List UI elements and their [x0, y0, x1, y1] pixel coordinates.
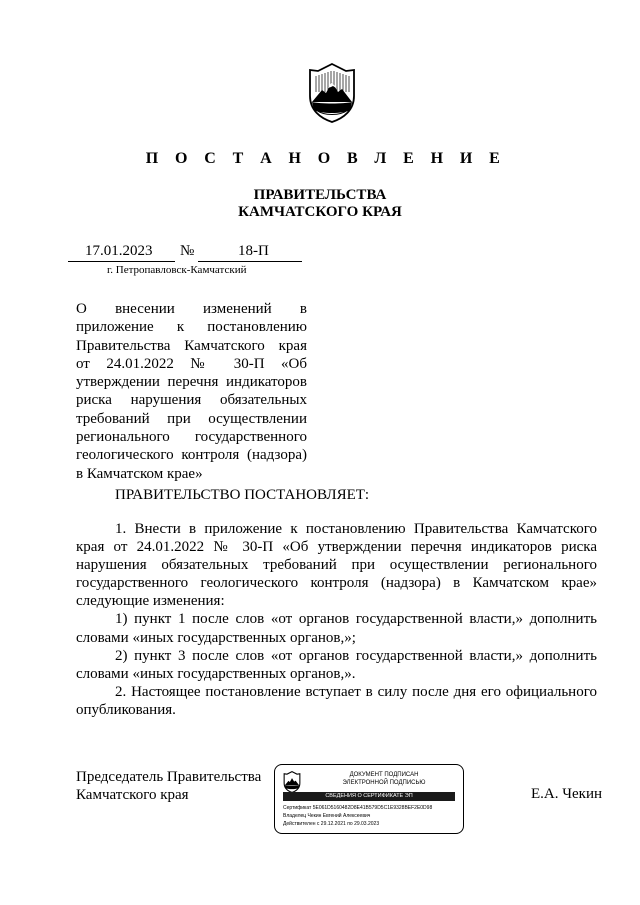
body-line: 2. Настоящее постановление вступает в силу после дня его официального — [115, 683, 597, 700]
stamp-heading — [309, 772, 459, 787]
title-line: Правительства Камчатского края — [76, 337, 307, 354]
body-line: следующие изменения: — [76, 593, 225, 610]
signatory-position — [76, 768, 261, 804]
title-line: риска нарушения обязательных — [76, 392, 307, 409]
stamp-heading-line: ДОКУМЕНТ ПОДПИСАН — [349, 772, 419, 778]
document-city: г. Петропавловск-Камчатский — [107, 264, 247, 276]
stamp-heading-line: ЭЛЕКТРОННОЙ ПОДПИСЬЮ — [342, 779, 426, 786]
body-line: опубликования. — [76, 701, 176, 718]
body-line: государственного геологического контроля (надзора) в Камчатском крае» — [76, 575, 597, 592]
number-sign: № — [180, 243, 195, 259]
electronic-signature-stamp — [274, 764, 464, 834]
document-body — [76, 520, 597, 719]
stamp-certificate: Сертификат 5E061D5160482D8E41B579D5C1E9328BEF2E0D98 — [283, 805, 433, 811]
body-line: словами «иных государственных органов,». — [76, 665, 356, 682]
body-line: 1. Внести в приложение к постановлению Правительства Камчатского — [115, 521, 597, 537]
document-type: П О С Т А Н О В Л Е Н И Е — [145, 150, 507, 167]
title-line: О внесении изменений в — [76, 301, 307, 317]
title-line: утверждении перечня индикаторов — [76, 374, 307, 391]
number-underline — [198, 261, 302, 262]
document-number: 18-П — [238, 243, 269, 259]
stamp-validity: Действителен с 29.12.2021 по 29.03.2023 — [283, 821, 380, 827]
stamp-owner: Владелец Чекин Евгений Алексеевич — [283, 813, 371, 819]
title-line: в Камчатском крае» — [76, 465, 203, 482]
body-line: нарушения обязательных требований при осуществлении регионального — [76, 557, 597, 574]
signatory-position-line: Председатель Правительства — [76, 769, 262, 785]
kamchatka-emblem-icon — [282, 770, 302, 794]
title-line: приложение к постановлению — [76, 319, 307, 336]
issuer-line-2: КАМЧАТСКОГО КРАЯ — [238, 204, 402, 220]
issuer-line-1: ПРАВИТЕЛЬСТВА — [253, 187, 387, 203]
date-underline — [68, 261, 175, 262]
document-title — [76, 300, 307, 483]
kamchatka-emblem-icon — [304, 62, 360, 124]
title-line: от 24.01.2022 № 30-П «Об — [76, 355, 307, 372]
body-line: 2) пункт 3 после слов «от органов государственной власти,» дополнить — [115, 647, 597, 664]
title-line: регионального государственного — [76, 429, 307, 446]
signatory-name: Е.А. Чекин — [531, 786, 602, 802]
signatory-position-line: Камчатского края — [76, 787, 189, 804]
resolves-heading: ПРАВИТЕЛЬСТВО ПОСТАНОВЛЯЕТ: — [115, 487, 370, 503]
document-date: 17.01.2023 — [85, 243, 153, 259]
title-line: требований при осуществлении — [76, 410, 307, 427]
body-line: словами «иных государственных органов,»; — [76, 629, 356, 646]
stamp-certificate-band: СВЕДЕНИЯ О СЕРТИФИКАТЕ ЭП — [283, 792, 455, 801]
title-line: геологического контроля (надзора) — [76, 447, 307, 464]
body-line: края от 24.01.2022 № 30-П «Об утверждении перечня индикаторов риска — [76, 539, 597, 556]
body-line: 1) пункт 1 после слов «от органов государственной власти,» дополнить — [115, 611, 597, 628]
